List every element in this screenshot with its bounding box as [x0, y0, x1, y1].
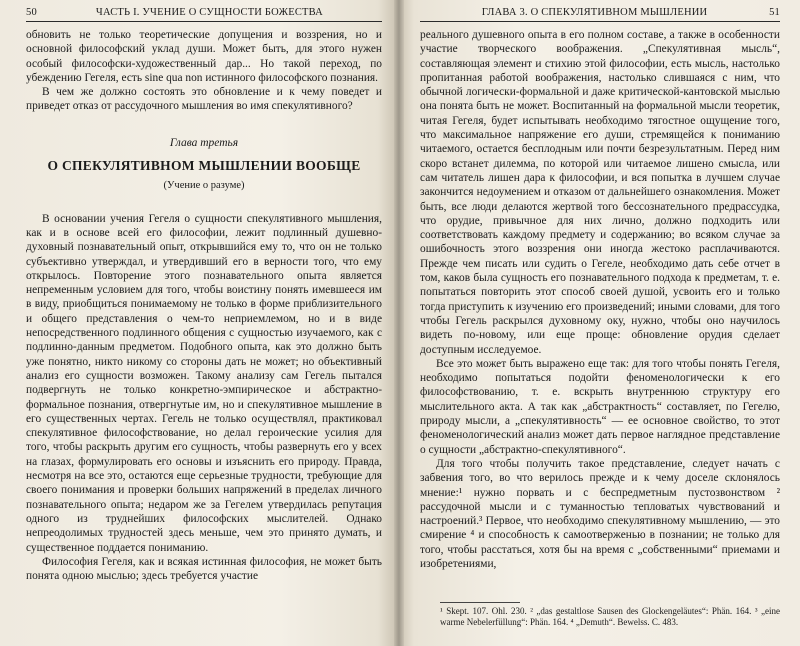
chapter-label: Глава третья	[169, 136, 239, 149]
book-gutter	[394, 0, 404, 646]
right-running-title: ГЛАВА 3. О СПЕКУЛЯТИВНОМ МЫШЛЕНИИ	[481, 7, 708, 18]
right-paragraph-continued: реального душевного опыта в его полном составе, а также в особенности участие творческого воображения. „Спекулятивная мысль“, составляющая элемент и стихию этой философии, есть мысль, настолько пропитанная работой воображения, настолько слившаяся с ним, что обычной логически-формальной и даже критической-кантовской мыслью она понята быть не может. Воспитанный на формальной мысли теоретик, читая Гегеля, будет испытывать необходимо тягостное ощущение того, что максимальное напряжение его души, стремящейся к пониманию читаемого, остается бесплодным или почти безрезультатным. Перед ним скоро встанет дилемма, по которой или читаемое лишено смысла, или сам читатель лишен дара к философии, и вся попытка в лучшем случае закончится недоумением и отказом от дальнейшего ознакомления. Может быть, все люди делаются жертвой того бессознательного предрассудка, что орудие, привычное для них лично, должно подходить или соответствовать каждому предмету и содержанию; во всяком случае за ошибочность этого воззрения они иногда жестоко расплачиваются. Прежде чем писать или судить о Гегеле, необходимо дать себе отчет в том, каков была сущность его познавательного подхода к предметам, т. е. попытаться повторить этот способ своей душой, усвоить его и только тогда приступить к изучению его произведений; иными словами, для того чтобы Гегель раскрылся духовному оку, нужно, чтобы оно научилось видеть по-новому, или еще проще: обновление орудия сделает доступным исследуемое.	[420, 29, 780, 356]
left-intro-paragraph-1: обновить не только теоретические допущения и воззрения, но и основной философский уклад души. Может быть, для этого нужен особый философски-художественный дар... Но такой переход, по убеждению Гегеля, есть sine qua non истинного философского познания.	[26, 29, 382, 84]
left-intro-paragraph-2: В чем же должно состоять это обновление и к чему поведет и приведет отказ от рассудочного мышления во имя спекулятивного?	[26, 86, 382, 113]
left-paragraph-1: В основании учения Гегеля о сущности спекулятивного мышления, как и в основе всей его философии, лежит подлинный душевно-духовный познавательный опыт, открывшийся ему то, что он не только субъективно утверждал, и утвердивший его в верности того, что ему открылось. Повторение этого познавательного опыта является непременным условием для того, чтобы воистину понять имевшееся им в виду, приобщиться понимаемому не только в форме приблизительного и общего представления о чем-то неприемлемом, но и в виде непосредственного подлинного общения с сущностью изучаемого, как с подлинно-данным предметом. Подобного опыта, как это должно быть уже понятно, никто никому со стороны дать не может; но объективный анализ его сущности возможен. Такому анализу сам Гегель пытался подвергнуть не только конкретно-эмпирическое и абстрактно-формальное познания, отвергнутые им, но и спекулятивное мышление в его существенных чертах. Гегель не только осуществлял, практиковал спекулятивное философствование, но делал героические усилия для того, чтобы раскрыть другим его сущность, чтобы развернуть его у всех на глазах, формулировать его основы и изъяснить его природу. Правда, несмотря на все это, остаются еще серьезные трудности, требующие для своего понимания и проверки больших напряжений в пределах личного познавательного опыта; недаром же за Гегелем утвердилась репутация одного из труднейших философских мыслителей. Однако непреодолимых трудностей здесь меньше, чем это принято думать, и существенное поддается пониманию.	[26, 212, 382, 554]
left-page	[0, 0, 398, 646]
footnotes: ¹ Skept. 107. Ohl. 230. ² „das gestaltlose Sausen des Glockengeläutes“: Phän. 164. ³ „eine warme Nebelerfüllung“: Phän. 164. ⁴ „Demuth“. Bewelss. C. 483.	[440, 606, 780, 627]
left-running-head	[26, 4, 382, 22]
right-running-head	[420, 4, 780, 22]
right-body	[420, 28, 780, 571]
right-paragraph-2: Для того чтобы получить такое представление, следует начать с забвения того, во что верилось прежде и к чему доселе склонялось мнение:¹ нужно порвать и с беспредметным пустозвонством ² рассудочной мысли и с туманностью тепловатых чувствований и настроений.³ Первое, что необходимо спекулятивному мышлению, — это смирение ⁴ и способность к самоотверженью в познании; не только для того, чтобы расстаться, хотя бы на время с „собственными“ приемами и изобретениями,	[420, 457, 780, 570]
left-running-title: ЧАСТЬ I. УЧЕНИЕ О СУЩНОСТИ БОЖЕСТВА	[95, 7, 323, 18]
chapter-heading	[26, 136, 382, 194]
left-paragraph-2: Философия Гегеля, как и всякая истинная философия, не может быть понята одною мыслью; здесь требуется участие	[26, 555, 382, 583]
right-page	[398, 0, 800, 646]
left-page-number: 50	[26, 7, 37, 18]
chapter-subtitle: (Учение о разуме)	[163, 180, 245, 192]
chapter-title: О СПЕКУЛЯТИВНОМ МЫШЛЕНИИ ВООБЩЕ	[47, 158, 361, 174]
left-body	[26, 28, 382, 583]
right-page-number: 51	[769, 7, 780, 18]
footnote-rule	[440, 602, 520, 603]
right-paragraph-1: Все это может быть выражено еще так: для того чтобы понять Гегеля, необходимо попытаться подойти феноменологически к его философствованию, т. е. вскрыть внутреннюю структуру его мыслительного акта. А так как „абстрактность“ составляет, по Гегелю, природу мысли, а „спекулятивность“ — ее основное свойство, то этот феноменологический анализ может дать первое наглядное представление о сущности „абстрактно-спекулятивного“.	[420, 357, 780, 456]
